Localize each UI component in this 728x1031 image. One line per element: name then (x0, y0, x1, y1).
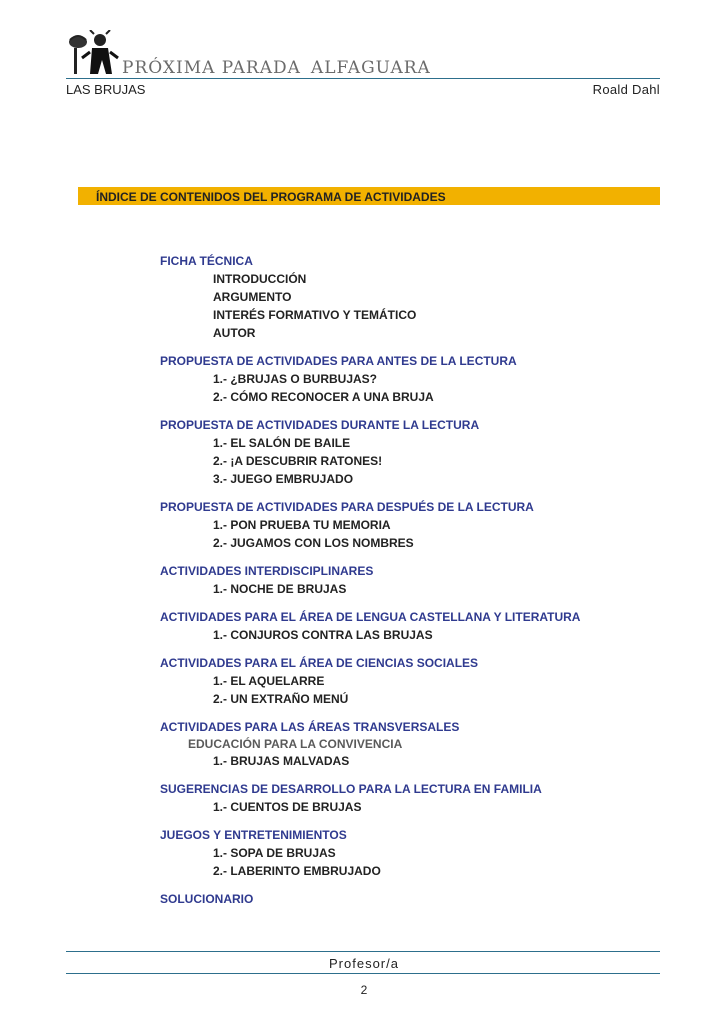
footer-label: Profesor/a (329, 956, 399, 971)
toc-item[interactable]: 1.- SOPA DE BRUJAS (213, 846, 336, 860)
toc-section-title[interactable]: ACTIVIDADES PARA EL ÁREA DE LENGUA CASTELLANA Y LITERATURA (160, 610, 581, 624)
toc-item[interactable]: INTRODUCCIÓN (213, 272, 307, 286)
toc-section-title[interactable]: FICHA TÉCNICA (160, 254, 253, 268)
brand-primary: PRÓXIMA PARADA (122, 58, 301, 78)
toc-section-title[interactable]: JUEGOS Y ENTRETENIMIENTOS (160, 828, 347, 842)
page-number: 2 (360, 983, 368, 997)
toc-item[interactable]: 2.- LABERINTO EMBRUJADO (213, 864, 381, 878)
footer-rule-bottom (66, 973, 660, 974)
toc-section-title[interactable]: SOLUCIONARIO (160, 892, 254, 906)
toc-item[interactable]: 3.- JUEGO EMBRUJADO (213, 472, 354, 486)
toc-section-title[interactable]: PROPUESTA DE ACTIVIDADES DURANTE LA LECTURA (160, 418, 480, 432)
toc-section (160, 498, 660, 552)
toc-section-title[interactable]: ACTIVIDADES PARA LAS ÁREAS TRANSVERSALES (160, 720, 460, 734)
mascot-logo-icon (66, 30, 122, 78)
author-name: Roald Dahl (592, 82, 660, 97)
toc-section (160, 890, 660, 908)
toc-item[interactable]: INTERÉS FORMATIVO Y TEMÁTICO (213, 308, 417, 322)
toc-item[interactable]: 1.- NOCHE DE BRUJAS (213, 582, 347, 596)
toc-item[interactable]: 1.- EL SALÓN DE BAILE (213, 436, 351, 450)
toc-section (160, 416, 660, 488)
brand-wordmark (122, 58, 431, 78)
toc-section (160, 608, 660, 644)
toc-item[interactable]: 2.- UN EXTRAÑO MENÚ (213, 692, 349, 706)
book-title: LAS BRUJAS (66, 82, 146, 97)
toc-section-title[interactable]: SUGERENCIAS DE DESARROLLO PARA LA LECTURA EN FAMILIA (160, 782, 542, 796)
toc-section-title[interactable]: PROPUESTA DE ACTIVIDADES PARA ANTES DE LA LECTURA (160, 354, 517, 368)
table-of-contents (160, 252, 660, 918)
toc-section-title[interactable]: ACTIVIDADES PARA EL ÁREA DE CIENCIAS SOCIALES (160, 656, 479, 670)
toc-section-subtitle: EDUCACIÓN PARA LA CONVIVENCIA (188, 737, 403, 751)
toc-section (160, 252, 660, 342)
toc-item[interactable]: 1.- CUENTOS DE BRUJAS (213, 800, 362, 814)
toc-item[interactable]: 1.- EL AQUELARRE (213, 674, 325, 688)
toc-item[interactable]: 1.- CONJUROS CONTRA LAS BRUJAS (213, 628, 433, 642)
toc-item[interactable]: 2.- JUGAMOS CON LOS NOMBRES (213, 536, 414, 550)
toc-section-title[interactable]: ACTIVIDADES INTERDISCIPLINARES (160, 564, 374, 578)
toc-item[interactable]: 1.- PON PRUEBA TU MEMORIA (213, 518, 391, 532)
toc-item[interactable]: 2.- ¡A DESCUBRIR RATONES! (213, 454, 383, 468)
toc-section (160, 562, 660, 598)
toc-item[interactable]: 1.- BRUJAS MALVADAS (213, 754, 350, 768)
footer-rule-top (66, 951, 660, 952)
toc-item[interactable]: 2.- CÓMO RECONOCER A UNA BRUJA (213, 390, 434, 404)
brand-secondary: ALFAGUARA (310, 58, 431, 78)
toc-item[interactable]: 1.- ¿BRUJAS O BURBUJAS? (213, 372, 378, 386)
toc-section (160, 352, 660, 406)
header-rule (66, 78, 660, 79)
toc-section (160, 654, 660, 708)
index-title: ÍNDICE DE CONTENIDOS DEL PROGRAMA DE ACTIVIDADES (96, 190, 446, 204)
toc-section (160, 826, 660, 880)
toc-item[interactable]: AUTOR (213, 326, 256, 340)
toc-section-title[interactable]: PROPUESTA DE ACTIVIDADES PARA DESPUÉS DE LA LECTURA (160, 500, 534, 514)
toc-item[interactable]: ARGUMENTO (213, 290, 292, 304)
toc-section (160, 718, 660, 770)
toc-section (160, 780, 660, 816)
